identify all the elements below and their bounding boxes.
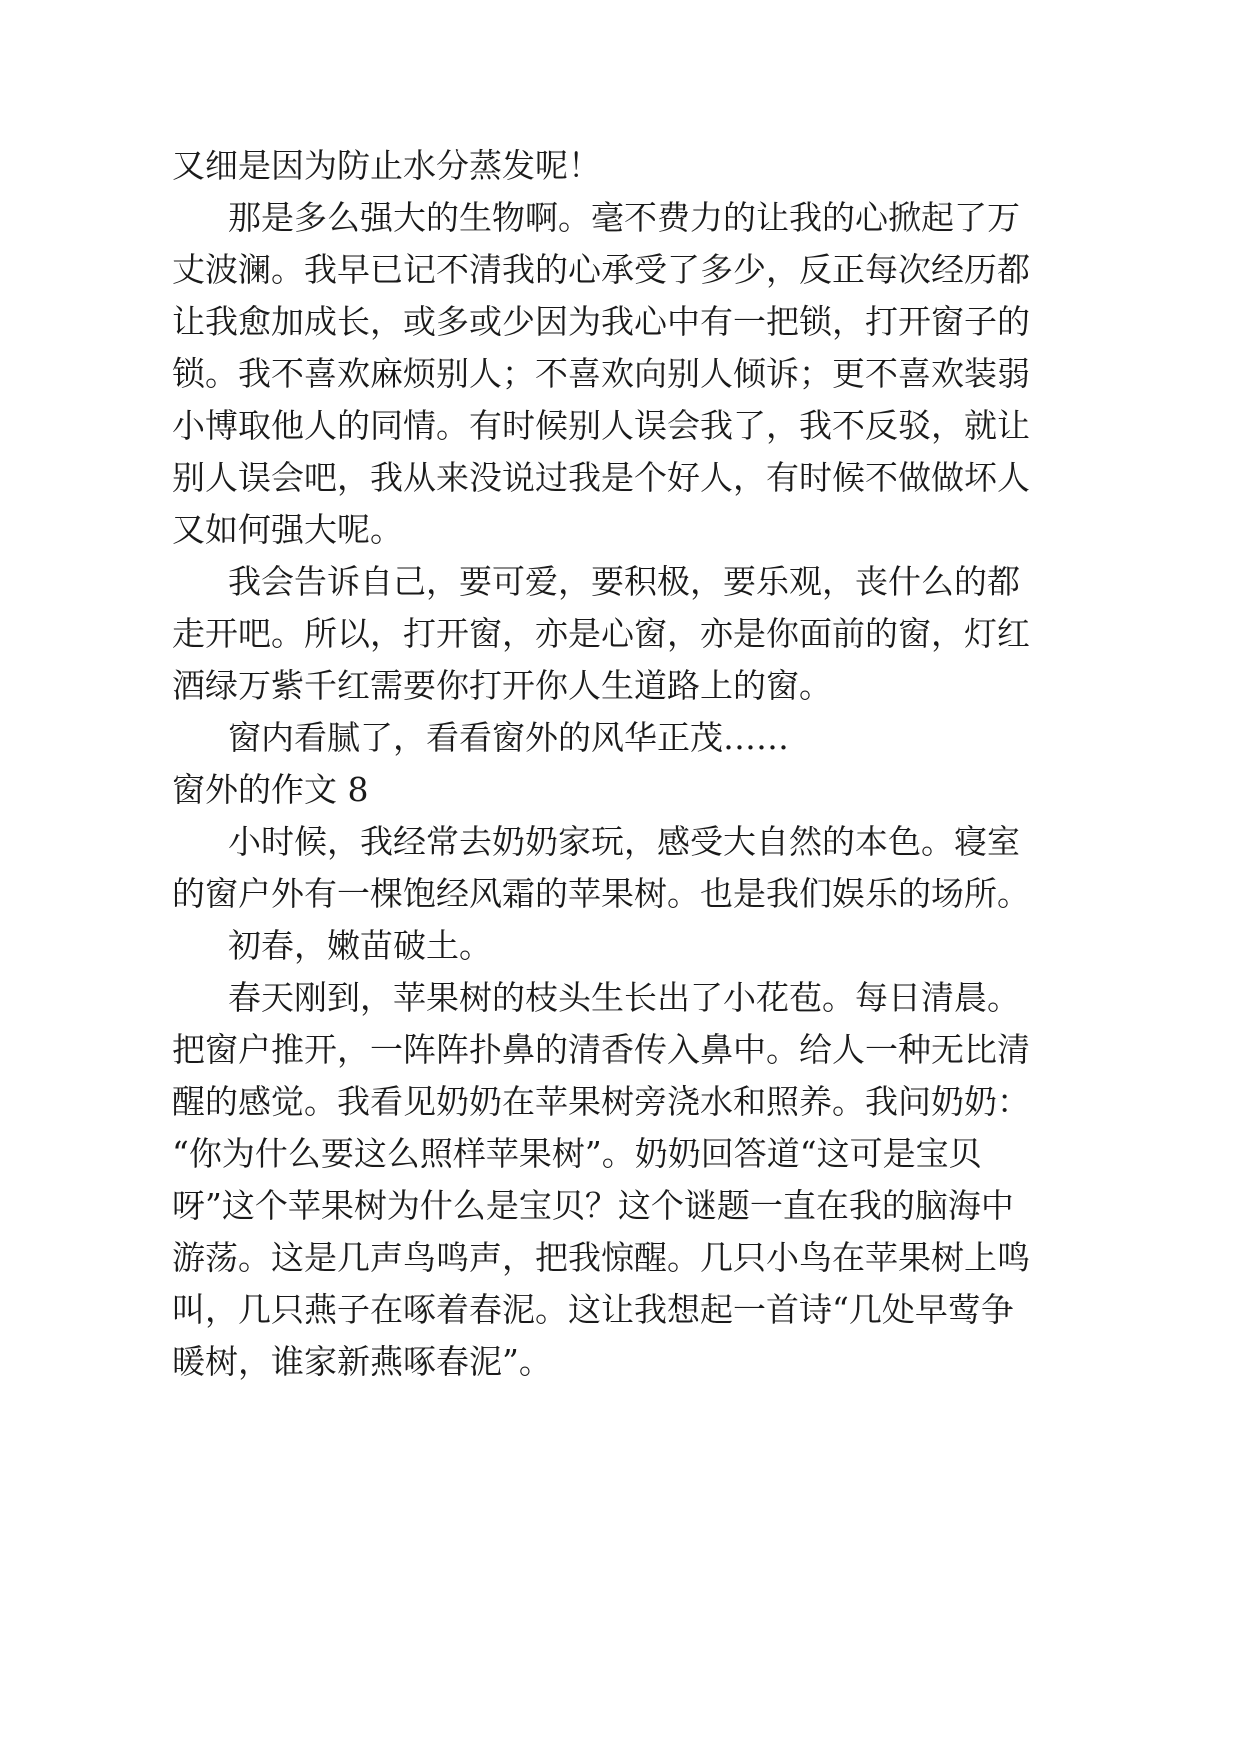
text-line-6: 小博取他人的同情。有时候别人误会我了，我不反驳，就让	[172, 406, 1030, 445]
text-line-22: 游荡。这是几声鸟鸣声，把我惊醒。几只小鸟在苹果树上鸣	[172, 1238, 1030, 1277]
text-line-8: 又如何强大呢。	[172, 510, 403, 549]
text-line-3: 丈波澜。我早已记不清我的心承受了多少，反正每次经历都	[172, 250, 1030, 289]
text-line-9: 我会告诉自己，要可爱，要积极，要乐观，丧什么的都	[228, 562, 1020, 601]
text-line-10: 走开吧。所以，打开窗，亦是心窗，亦是你面前的窗，灯红	[172, 614, 1030, 653]
text-line-5: 锁。我不喜欢麻烦别人；不喜欢向别人倾诉；更不喜欢装弱	[172, 354, 1030, 393]
text-line-24: 暖树，谁家新燕啄春泥”。	[172, 1342, 552, 1381]
text-line-1: 又细是因为防止水分蒸发呢！	[172, 146, 601, 185]
text-line-20: “你为什么要这么照样苹果树”。奶奶回答道“这可是宝贝	[172, 1134, 982, 1173]
text-line-16: 初春，嫩苗破土。	[228, 926, 492, 965]
text-line-2: 那是多么强大的生物啊。毫不费力的让我的心掀起了万	[228, 198, 1020, 237]
text-line-21: 呀”这个苹果树为什么是宝贝？这个谜题一直在我的脑海中	[172, 1186, 1014, 1225]
text-line-7: 别人误会吧，我从来没说过我是个好人，有时候不做做坏人	[172, 458, 1030, 497]
text-line-12: 窗内看腻了，看看窗外的风华正茂……	[228, 718, 789, 757]
text-line-11: 酒绿万紫千红需要你打开你人生道路上的窗。	[172, 666, 832, 705]
text-line-14: 小时候，我经常去奶奶家玩，感受大自然的本色。寝室	[228, 822, 1020, 861]
text-line-15: 的窗户外有一棵饱经风霜的苹果树。也是我们娱乐的场所。	[172, 874, 1030, 913]
section-heading: 窗外的作文 8	[172, 770, 369, 809]
text-line-17: 春天刚到，苹果树的枝头生长出了小花苞。每日清晨。	[228, 978, 1020, 1017]
text-line-19: 醒的感觉。我看见奶奶在苹果树旁浇水和照养。我问奶奶：	[172, 1082, 1030, 1121]
text-line-23: 叫，几只燕子在啄着春泥。这让我想起一首诗“几处早莺争	[172, 1290, 1014, 1329]
text-line-18: 把窗户推开，一阵阵扑鼻的清香传入鼻中。给人一种无比清	[172, 1030, 1030, 1069]
text-line-4: 让我愈加成长，或多或少因为我心中有一把锁，打开窗子的	[172, 302, 1030, 341]
